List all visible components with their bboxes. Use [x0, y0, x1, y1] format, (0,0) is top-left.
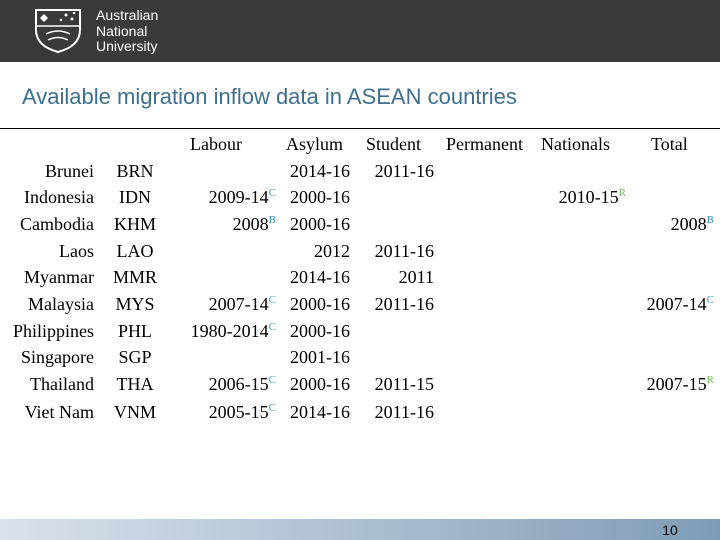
nationals-value: 2010-15: [558, 187, 619, 207]
footer-bar: [0, 519, 720, 540]
row-code: LAO: [116, 241, 154, 261]
column-header-asylum: Asylum: [286, 134, 344, 154]
row-country: Viet Nam: [24, 402, 94, 422]
row-student: 2011-16: [374, 402, 434, 422]
footnote-marker: B: [268, 214, 276, 226]
row-code: BRN: [116, 161, 154, 181]
row-code: MMR: [112, 267, 157, 287]
row-student: 2011: [398, 267, 434, 287]
row-code: THA: [116, 374, 154, 394]
row-asylum: 2000-16: [290, 294, 350, 314]
row-code: VNM: [113, 402, 156, 422]
labour-value: 2006-15: [208, 374, 269, 394]
row-code: KHM: [113, 214, 156, 234]
row-country: Malaysia: [28, 294, 94, 314]
header-bar: [0, 0, 720, 62]
labour-value: 2005-15: [208, 402, 269, 422]
footnote-marker: C: [268, 187, 276, 199]
column-header-nationals: Nationals: [541, 134, 610, 154]
row-asylum: 2014-16: [290, 161, 350, 181]
footnote-marker: R: [706, 374, 714, 386]
row-nationals: [520, 186, 626, 208]
anu-logo: [30, 6, 230, 56]
footnote-marker: C: [706, 294, 714, 306]
row-labour: [160, 401, 276, 423]
row-total: [600, 213, 714, 235]
row-country: Indonesia: [24, 187, 94, 207]
labour-value: 2007-14: [208, 294, 269, 314]
row-asylum: 2000-16: [290, 321, 350, 341]
row-country: Cambodia: [20, 214, 94, 234]
footnote-marker: C: [268, 321, 276, 333]
footnote-marker: C: [268, 374, 276, 386]
row-labour: [160, 373, 276, 395]
row-labour: [160, 320, 276, 342]
row-total: [600, 293, 714, 315]
total-value: 2008: [670, 214, 707, 234]
footnote-marker: C: [268, 402, 276, 414]
row-country: Thailand: [30, 374, 94, 394]
row-code: IDN: [119, 187, 151, 207]
row-country: Myanmar: [24, 267, 94, 287]
row-total: [600, 373, 714, 395]
labour-value: 2008: [232, 214, 269, 234]
row-asylum: 2000-16: [290, 214, 350, 234]
row-country: Philippines: [12, 321, 94, 341]
footnote-marker: B: [706, 214, 714, 226]
row-asylum: 2014-16: [290, 402, 350, 422]
column-header-total: Total: [651, 134, 688, 154]
row-code: SGP: [118, 347, 152, 367]
row-country: Singapore: [21, 347, 94, 367]
row-asylum: 2012: [314, 241, 350, 261]
row-labour: [160, 293, 276, 315]
row-student: 2011-15: [374, 374, 434, 394]
row-student: 2011-16: [374, 294, 434, 314]
slide-title: Available migration inflow data in ASEAN countries: [22, 84, 517, 109]
row-asylum: 2000-16: [290, 187, 350, 207]
labour-value: 2009-14: [208, 187, 269, 207]
row-code: MYS: [115, 294, 155, 314]
logo-line-1: Australian: [96, 7, 159, 23]
row-asylum: 2001-16: [290, 347, 350, 367]
row-asylum: 2014-16: [290, 267, 350, 287]
column-header-labour: Labour: [190, 134, 242, 154]
footnote-marker: R: [618, 187, 626, 199]
column-header-student: Student: [366, 134, 422, 154]
labour-value: 1980-2014: [190, 321, 269, 341]
logo-line-3: University: [96, 38, 158, 54]
row-country: Brunei: [45, 161, 94, 181]
total-value: 2007-15: [646, 374, 707, 394]
row-labour: [160, 213, 276, 235]
row-labour: [160, 186, 276, 208]
crest-icon: [30, 6, 86, 54]
logo-text: [96, 8, 158, 55]
row-student: 2011-16: [374, 241, 434, 261]
footnote-marker: C: [268, 294, 276, 306]
table-top-rule: [0, 128, 720, 129]
row-code: PHL: [117, 321, 152, 341]
row-student: 2011-16: [374, 161, 434, 181]
column-header-permanent: Permanent: [446, 134, 523, 154]
page-number: 10: [662, 522, 678, 538]
logo-line-2: National: [96, 22, 148, 39]
row-asylum: 2000-16: [290, 374, 350, 394]
row-country: Laos: [59, 241, 94, 261]
total-value: 2007-14: [646, 294, 707, 314]
